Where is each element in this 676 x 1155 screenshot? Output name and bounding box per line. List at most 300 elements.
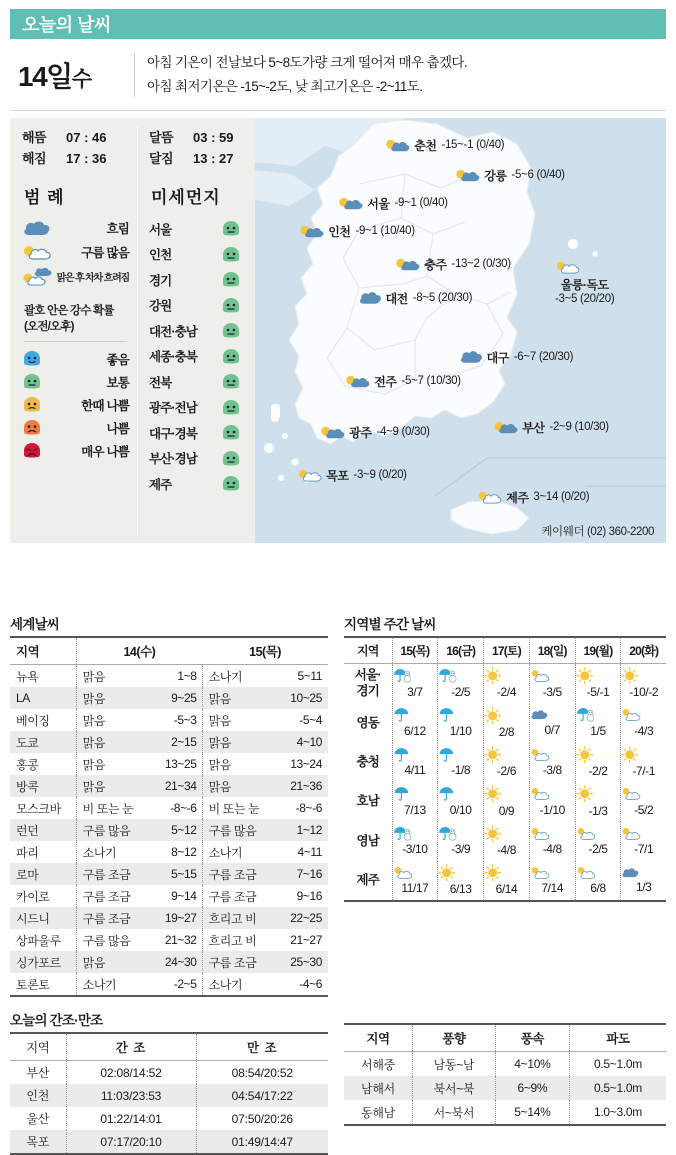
sea-header-row [344,1024,666,1052]
sunny-icon [576,746,621,763]
weekly-cell-temp: -7/1 [634,842,654,856]
world-cell-sky-day1: 구름 많음 [82,933,131,948]
table-row [344,1076,666,1100]
world-weather-section [10,613,328,997]
map-city-name: 강릉 [484,168,507,183]
world-cell-sky-day1: 맑음 [82,691,106,706]
map-city-temp: 3~14 (0/20) [533,491,590,504]
dust-row [149,242,249,268]
sea-header-cell: 풍향 [413,1024,496,1052]
rain-snow-icon [576,707,621,723]
world-cell-region: 시드니 [10,907,76,929]
tide-cell-region: 울산 [10,1107,66,1130]
weekly-header-row [344,637,666,664]
legend-face-good [22,347,129,370]
weekly-cell-temp: -2/4 [496,685,516,700]
dust-row [149,216,249,242]
weekly-cell-forecast [529,704,575,743]
sunny-icon [484,667,529,684]
weekly-cell-forecast [392,861,438,901]
world-cell-region: 홍콩 [10,753,76,775]
sea-header-cell: 지역 [344,1024,413,1052]
weekly-cell-temp: 6/13 [449,882,472,897]
weekly-cell-forecast [575,704,621,743]
table-row [10,841,328,863]
legend-face-normal [22,370,129,393]
table-row [10,819,328,841]
weekly-cell-temp: 0/7 [544,722,560,737]
sun-cloud-icon [576,826,621,842]
tide-cell-high: 04:54/17:22 [231,1088,293,1103]
legend-item-partly-cloudy [22,240,129,264]
world-cell-temp-day2: 21~36 [290,779,322,793]
weekly-cell-temp: 2/8 [498,724,515,739]
world-cell-sky-day2: 맑음 [208,779,231,794]
cloudy-icon [358,289,383,307]
tide-header-region: 지역 [10,1033,66,1061]
world-cell-sky-day2: 맑음 [208,691,231,706]
clear-cloud-icon [477,488,503,506]
world-cell-temp-day2: 9~16 [296,889,322,903]
weekly-weather-section [344,613,666,902]
tide-cell-low: 01:22/14:01 [66,1107,196,1130]
sunny-icon [438,864,483,881]
weekly-cell-forecast [438,664,484,704]
map-city-temp: -15~-1 (0/40) [441,139,505,152]
weekly-cell-forecast [575,743,621,782]
world-cell-temp-day2: -4~6 [272,973,328,996]
legend-face-label-very-bad: 매우 나쁨 [81,444,129,459]
world-cell-sky-day1: 비 또는 눈 [82,801,134,816]
world-cell-temp-day1: 8~12 [147,841,202,863]
legend-face-label-sometimes-bad: 한때 나쁨 [81,398,129,413]
table-row [10,665,328,688]
legend-face-label-good: 좋음 [106,352,129,367]
map-city-name: 목포 [326,468,349,483]
weekly-cell-temp: 6/8 [590,881,606,896]
face-normal-icon [221,450,249,467]
world-weather-title: 세계날씨 [10,617,59,632]
weekly-cell-forecast [575,782,621,821]
world-cell-temp-day2: 7~16 [296,867,322,881]
partly-cloudy-icon [345,372,371,390]
world-cell-sky-day2: 구름 조금 [208,955,257,970]
sunset-label: 해짐 [22,151,47,166]
legend-item-cloudy [22,216,129,240]
world-cell-sky-day2: 맑음 [208,735,231,750]
world-cell-sky-day1: 구름 조금 [82,889,131,904]
world-cell-temp-day2: -8~-6 [295,801,322,815]
world-cell-region: 베이징 [10,709,76,731]
weekly-cell-temp: -3/10 [402,842,428,856]
partly-cloudy-icon [385,136,411,154]
moonrise-label: 달뜸 [149,130,174,145]
world-header-day2: 15(목) [202,637,328,665]
world-cell-sky-day2: 맑음 [208,713,231,728]
world-cell-sky-day1: 맑음 [82,955,106,970]
weekly-cell-forecast [529,664,575,704]
world-cell-region: 카이로 [10,885,76,907]
weekly-cell-region: 충청 [344,743,392,782]
sunny-icon [484,746,529,763]
world-cell-temp-day1: -2~5 [147,973,202,996]
weekly-cell-temp: 1/10 [449,723,472,738]
weekly-cell-temp: -5/2 [634,802,654,817]
map-city-temp: -9~1 (10/40) [355,225,415,238]
weekly-cell-forecast [438,782,484,821]
world-cell-sky-day1: 소나기 [82,845,117,860]
table-row [344,1100,666,1125]
world-header-region: 지역 [10,637,76,665]
rain-icon [393,786,438,802]
weekly-cell-forecast [529,822,575,861]
weekly-cell-temp: -10/-2 [629,685,659,700]
world-cell-temp-day1: 2~15 [147,731,202,753]
legend-vertical-divider [137,126,138,535]
face-normal-icon [221,297,249,314]
rain-icon [393,747,438,763]
world-weather-header-row [10,637,328,665]
face-normal-icon [221,475,249,492]
weekly-header-region: 지역 [344,637,392,664]
weekly-cell-temp: 1/5 [590,723,606,738]
sea-cell-wave: 0.5~1.0m [593,1057,642,1071]
dust-region-name: 인천 [149,248,172,263]
dust-region-name: 서울 [149,222,172,237]
map-city-temp: -9~1 (0/40) [394,197,448,210]
weekly-cell-temp: 0/10 [449,802,472,817]
world-cell-region: 파리 [10,841,76,863]
table-row [10,797,328,819]
weekly-cell-temp: 6/12 [404,723,426,738]
weekly-cell-temp: 3/7 [407,684,423,699]
sun-cloud-icon [530,786,575,802]
tide-header-row [10,1033,328,1061]
partly-cloudy-icon [493,418,519,436]
map-city-name: 대전 [385,291,408,306]
sea-header-cell: 풍속 [495,1024,569,1052]
table-row [10,907,328,929]
sea-cell-region: 동해남 [344,1100,413,1125]
weekly-cell-region: 서울· 경기 [344,664,392,704]
sea-cell-wind-direction: 북서~북 [413,1076,496,1100]
map-city-name: 대구 [486,350,509,365]
world-cell-temp-day2: 4~10 [296,735,322,749]
world-cell-temp-day1: -5~3 [147,709,202,731]
world-cell-temp-day1: 21~34 [147,775,202,797]
page-title: 오늘의 날씨 [22,15,111,35]
cloudy-icon [22,218,56,238]
dust-row [149,318,249,344]
sunny-icon [484,785,529,802]
face-normal-icon [22,373,52,390]
face-normal-icon [221,399,249,416]
world-cell-region: 런던 [10,819,76,841]
weekly-weather-title: 지역별 주간 날씨 [344,617,436,632]
weekly-cell-region: 제주 [344,861,392,901]
face-normal-icon [221,424,249,441]
face-normal-icon [221,373,249,390]
sunny-icon [576,785,621,802]
partly-cloudy-icon [320,423,346,441]
rain-icon [438,786,483,802]
weekly-header-day: 16(금) [438,637,484,664]
page-header [10,9,666,39]
world-cell-temp-day1: 5~12 [147,819,202,841]
world-cell-sky-day2: 맑음 [208,757,231,772]
map-city-name: 인천 [328,224,351,239]
map-city-temp: -2~9 (10/30) [549,421,609,434]
weekly-cell-forecast [621,822,666,861]
face-normal-icon [221,271,249,288]
sunny-icon [484,864,529,881]
map-city-marker [345,372,461,390]
table-row [10,687,328,709]
precipitation-note [24,304,129,335]
world-cell-region: 싱가포르 [10,951,76,973]
map-city-name: 전주 [374,374,397,389]
weekly-cell-temp: 7/13 [404,802,426,817]
map-city-marker [358,289,472,307]
weekly-cell-temp: -3/5 [542,684,562,699]
cloudy-icon [459,348,484,366]
clear-cloud-icon [297,466,323,484]
tide-section [10,1009,328,1155]
precipitation-note-line-1: 괄호 안은 강수 확률 [24,305,114,317]
rain-snow-icon [438,826,483,842]
weekly-cell-forecast [529,782,575,821]
sunny-icon [484,707,529,724]
sunrise-label: 해뜸 [22,130,47,145]
world-cell-temp-day2: 5~11 [297,669,322,683]
weekly-cell-region: 호남 [344,782,392,821]
weekly-cell-forecast [621,782,666,821]
world-cell-region: 방콕 [10,775,76,797]
weekly-cell-temp: -5/-1 [586,685,610,700]
sunny-icon [621,667,666,684]
weekly-cell-forecast [438,861,484,901]
sea-cell-wind-speed: 6~9% [495,1076,569,1100]
weekly-cell-temp: -3/9 [451,842,471,856]
partly-cloudy-icon [395,255,421,273]
weekly-cell-temp: -3/8 [542,763,562,778]
weekly-cell-forecast [621,861,666,901]
table-row [10,1107,328,1130]
world-cell-temp-day1: 13~25 [147,753,202,775]
legend-face-label-normal: 보통 [106,375,129,390]
rain-snow-icon [393,826,438,842]
world-cell-region: 도쿄 [10,731,76,753]
sun-cloud-icon [393,865,438,881]
world-cell-temp-day2: 22~25 [290,911,322,925]
weekly-header-day: 17(토) [484,637,530,664]
world-cell-temp-day1: -8~-6 [147,797,202,819]
weekly-cell-temp: 4/11 [404,763,426,778]
dust-title: 미세먼지 [151,188,221,207]
world-cell-region: 로마 [10,863,76,885]
sun-cloud-icon [530,826,575,842]
world-cell-sky-day2: 흐리고 비 [208,911,257,926]
face-good-icon [22,350,52,367]
map-city-marker [455,166,565,184]
sun-cloud-icon [621,707,666,723]
sun-cloud-icon [530,865,575,881]
world-cell-region: 뉴욕 [10,665,76,688]
table-row [344,743,666,782]
sea-header-cell: 파도 [569,1024,666,1052]
tide-cell-region: 부산 [10,1061,66,1085]
weekly-header-day: 15(목) [392,637,438,664]
weekly-cell-temp: 11/17 [401,881,429,896]
rain-icon [393,707,438,723]
tide-cell-high: 01:49/14:47 [196,1130,328,1154]
tide-header-high: 만 조 [196,1033,328,1061]
sunny-icon [576,667,621,684]
tide-table [10,1032,328,1155]
map-credit: 케이웨더 (02) 360-2200 [541,526,654,538]
weekly-cell-temp: -4/8 [496,842,516,857]
weekly-cell-temp: -2/5 [588,842,608,856]
weekly-cell-temp: -1/10 [539,802,565,817]
map-city-name: 광주 [349,425,372,440]
dust-region-name: 제주 [149,477,172,492]
map-city-temp: -3~9 (0/20) [353,469,407,482]
table-row [10,863,328,885]
legend-face-bad [22,416,129,439]
face-bad-icon [22,419,52,436]
korea-weather-map [255,118,666,543]
sea-cell-wind-speed: 4~10% [495,1052,569,1077]
dust-row [149,420,249,446]
sea-cell-wave: 1.0~3.0m [569,1100,666,1125]
partly-cloudy-icon [22,242,56,262]
legend-item-clear-then-cloudy [22,264,129,288]
weekly-cell-temp: -4/3 [634,723,654,738]
weekly-cell-temp: -4/8 [542,842,562,856]
rain-snow-icon [438,668,483,684]
map-city-temp: -8~5 (20/30) [412,292,473,305]
world-header-day1: 14(수) [76,637,202,665]
cloudy-icon [530,708,575,722]
moonset-row [149,148,249,169]
table-row [344,664,666,704]
tide-cell-region: 목포 [10,1130,66,1154]
map-city-temp: -4~9 (0/30) [376,426,430,439]
world-cell-region: 상파울루 [10,929,76,951]
dust-region-name: 부산·경남 [149,452,197,467]
rain-icon [438,707,483,723]
map-city-marker [395,255,511,273]
world-cell-sky-day2: 구름 조금 [208,889,257,904]
map-city-name: 서울 [367,196,390,211]
map-city-temp: -3~5 (20/20) [555,293,615,306]
summary-date-number: 14일 [18,61,72,92]
table-row [10,775,328,797]
tide-cell-low: 02:08/14:52 [66,1061,196,1085]
summary-line-1: 아침 기온이 전날보다 5~8도가량 크게 떨어져 매우 춥겠다. [147,55,468,71]
dust-region-name: 세종·충북 [149,350,197,365]
legend-face-very-bad [22,439,129,462]
cloudy-icon [621,866,666,880]
table-row [344,782,666,821]
dust-region-name: 강원 [149,299,172,314]
weekly-cell-forecast [575,822,621,861]
world-cell-sky-day2: 소나기 [202,973,272,996]
table-row [344,822,666,861]
world-cell-sky-day1: 소나기 [76,973,146,996]
table-row [344,1052,666,1077]
map-city-temp: -5~7 (10/30) [401,375,461,388]
table-row [10,885,328,907]
sea-cell-wind-direction: 서~북서 [413,1100,496,1125]
dust-list [149,216,249,497]
world-cell-temp-day2: 1~12 [296,823,322,837]
world-cell-sky-day1: 맑음 [82,669,106,684]
legend-hrule [24,341,127,342]
world-cell-sky-day1: 맑음 [82,713,106,728]
map-city-name: 충주 [424,257,447,272]
weekly-cell-forecast [529,861,575,901]
weekly-cell-region: 영남 [344,822,392,861]
dust-region-name: 경기 [149,273,172,288]
weekly-cell-forecast [392,704,438,743]
world-cell-temp-day1: 21~32 [147,929,202,951]
table-row [10,1061,328,1085]
map-city-marker [299,222,415,240]
weekly-cell-region: 영동 [344,704,392,743]
weekly-cell-temp: -1/8 [451,763,471,778]
sea-forecast-section [344,1023,666,1126]
world-cell-temp-day1: 24~30 [147,951,202,973]
weekly-cell-forecast [392,782,438,821]
weekly-cell-temp: -2/2 [588,764,608,779]
clear-cloud-icon [555,258,614,276]
summary-text [147,51,467,98]
map-city-marker [385,136,504,154]
world-cell-temp-day2: -5~4 [299,713,322,727]
sunny-icon [484,825,529,842]
face-sometimes-bad-icon [22,396,52,413]
weekly-cell-temp: -7/-1 [632,764,656,779]
legend-title: 범 례 [24,188,65,207]
world-cell-temp-day2: 21~27 [290,933,322,947]
world-cell-temp-day2: 25~30 [290,955,322,969]
map-city-marker [477,488,589,506]
table-row [10,973,328,996]
weekly-cell-temp: -2/6 [496,764,516,779]
world-cell-region: 토론토 [10,973,76,996]
face-normal-icon [221,220,249,237]
tide-header-low: 간 조 [66,1033,196,1061]
weekly-cell-forecast [438,822,484,861]
table-row [10,709,328,731]
sea-cell-region: 서해중 [344,1052,413,1077]
weekly-cell-temp: 7/14 [541,881,564,896]
sunny-icon [621,746,666,763]
weekly-header-day: 20(화) [621,637,666,664]
sunset-row [22,148,129,169]
weekly-cell-forecast [484,822,530,861]
summary-line-2: 아침 최저기온은 -15~-2도, 낮 최고기온은 -2~11도. [147,79,423,94]
top-panel [10,118,666,543]
legend-label-cloudy: 흐림 [106,222,129,236]
moonset-label: 달짐 [149,151,174,166]
weekly-header-day: 18(일) [529,637,575,664]
map-city-marker [459,348,573,366]
legend-left-column [10,127,137,543]
partly-cloudy-icon [299,222,325,240]
sun-cloud-icon [576,865,621,881]
